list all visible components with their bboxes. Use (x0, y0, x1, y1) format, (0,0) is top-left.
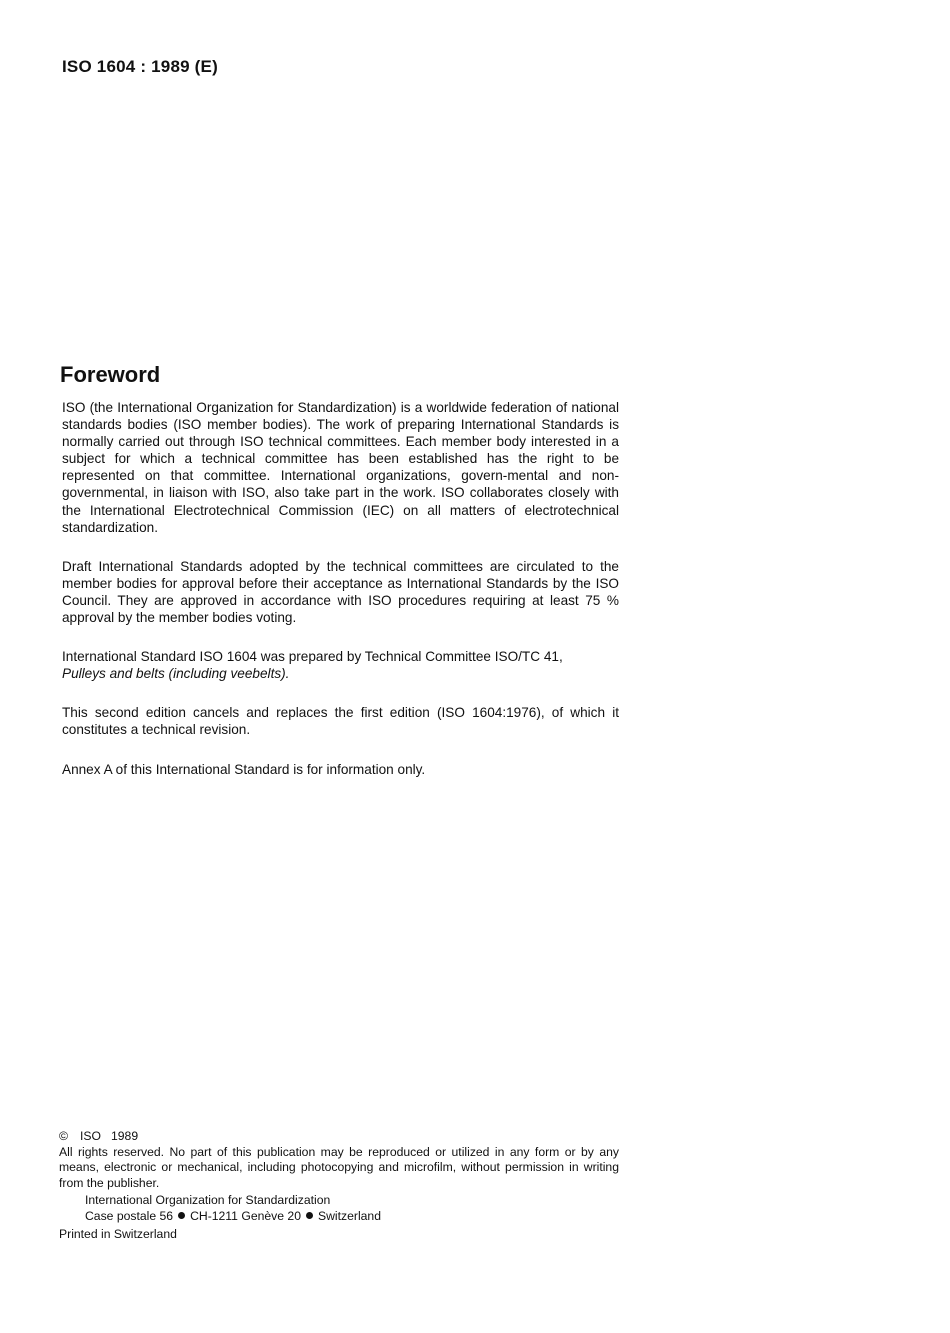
postal-country: Switzerland (317, 1208, 381, 1223)
committee-title: Pulleys and belts (including veebelts). (62, 666, 290, 682)
document-header: ISO 1604 : 1989 (E) (62, 57, 218, 76)
copyright-org: ISO (79, 1129, 101, 1143)
copyright-symbol: © (59, 1129, 68, 1143)
postal-box: Case postale 56 (85, 1208, 174, 1223)
foreword-paragraph-3 (62, 648, 619, 682)
copyright-year: 1989 (110, 1129, 139, 1143)
publisher-name: International Organization for Standardization (85, 1193, 331, 1207)
foreword-paragraph-2: Draft International Standards adopted by the technical committees are circulated to the member bodies for approval before their acceptance as International Standards by the ISO Council. They are approved in accordance with ISO procedures requiring at least 75 % approval by the member bodies voting. (62, 558, 619, 626)
publisher-address (59, 1193, 619, 1224)
publisher-postal-address (85, 1209, 619, 1225)
bullet-icon (178, 1212, 185, 1219)
foreword-paragraph-3-text: International Standard ISO 1604 was prepared by Technical Committee ISO/TC 41, (62, 649, 563, 665)
foreword-title: Foreword (60, 362, 161, 387)
postal-city: CH-1211 Genève 20 (190, 1208, 301, 1223)
bullet-icon (306, 1212, 313, 1219)
copyright-line (59, 1129, 619, 1145)
printed-in: Printed in Switzerland (59, 1227, 177, 1241)
foreword-paragraph-4: This second edition cancels and replaces the first edition (ISO 1604:1976), of which it constitutes a technical revision. (62, 705, 619, 738)
foreword-body (62, 399, 619, 778)
foreword-paragraph-5: Annex A of this International Standard is for information only. (62, 761, 426, 777)
copyright-block (59, 1129, 619, 1243)
rights-statement: All rights reserved. No part of this publication may be reproduced or utilized in any form or by any means, electronic or mechanical, including photocopying and microfilm, without permission in writing from the publisher. (59, 1144, 619, 1190)
foreword-paragraph-1: ISO (the International Organization for Standardization) is a worldwide federation of national standards bodies (ISO member bodies). The work of preparing International Standards is normally carried out through ISO technical committees. Each member body interested in a subject for which a technical committee has been established has the right to be represented on that committee. International organizations, govern-mental and non-governmental, in liaison with ISO, also take part in the work. ISO collaborates closely with the International Electrotechnical Commission (IEC) on all matters of electrotechnical standardization. (62, 400, 619, 535)
